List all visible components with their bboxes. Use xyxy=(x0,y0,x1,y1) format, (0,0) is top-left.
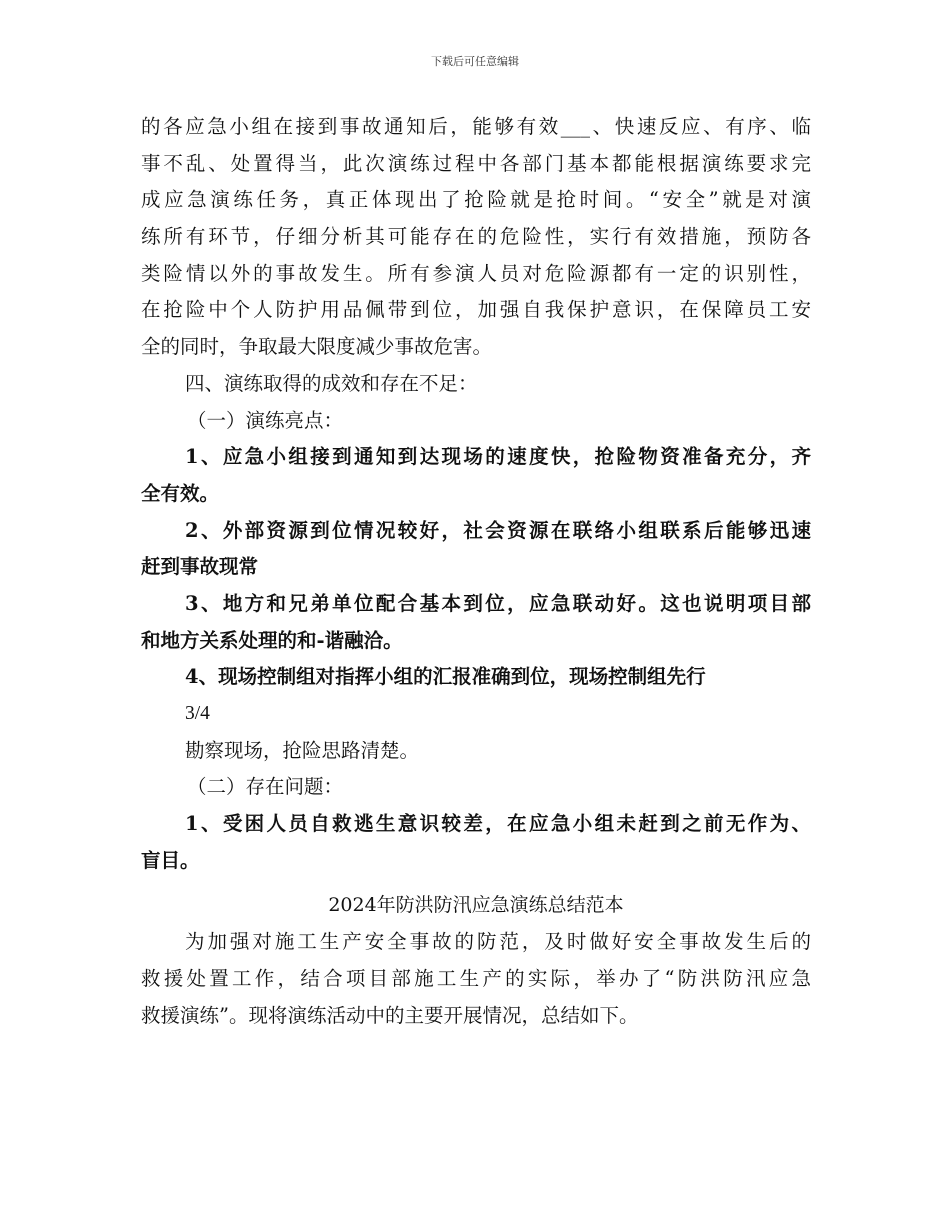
document-title: 2024年防洪防汛应急演练总结范本 xyxy=(328,894,624,917)
list-item: 1、受困人员自救逃生意识较差，在应急小组未赶到之前无作为、 xyxy=(185,812,811,836)
subsection-heading: （二）存在问题： xyxy=(187,775,344,799)
paragraph-line: 救援处置工作，结合项目部施工生产的实际，举办了“防洪防汛应急 xyxy=(141,966,811,990)
list-item: 4、现场控制组对指挥小组的汇报准确到位，现场控制组先行 xyxy=(185,665,706,689)
paragraph-line: 为加强对施工生产安全事故的防范，及时做好安全事故发生后的 xyxy=(185,930,811,954)
page-number: 3/4 xyxy=(185,703,210,724)
list-item: 2、外部资源到位情况较好，社会资源在联络小组联系后能够迅速 xyxy=(185,518,811,542)
list-item: 1、应急小组接到通知到达现场的速度快，抢险物资准备充分，齐 xyxy=(185,445,811,469)
list-item-continuation: 全有效。 xyxy=(141,481,220,505)
section-heading: 四、演练取得的成效和存在不足： xyxy=(185,371,478,395)
page-header: 下载后可任意编辑 xyxy=(431,55,519,68)
paragraph-line: 全的同时，争取最大限度减少事故危害。 xyxy=(141,335,493,359)
list-item: 3、地方和兄弟单位配合基本到位，应急联动好。这也说明项目部 xyxy=(185,591,811,615)
list-item-continuation: 和地方关系处理的和-谐融洽。 xyxy=(141,628,403,652)
paragraph-line: 勘察现场，抢险思路清楚。 xyxy=(185,738,420,762)
list-item-continuation: 赶到事故现常 xyxy=(141,555,259,579)
subsection-heading: （一）演练亮点： xyxy=(187,408,344,432)
list-item-continuation: 盲目。 xyxy=(141,848,200,872)
paragraph-line: 成应急演练任务，真正体现出了抢险就是抢时间。“安全”就是对演 xyxy=(141,188,811,212)
paragraph-line: 救援演练”。现将演练活动中的主要开展情况，总结如下。 xyxy=(141,1003,639,1027)
paragraph-line: 练所有环节，仔细分析其可能存在的危险性，实行有效措施，预防各 xyxy=(141,225,811,249)
paragraph-line: 在抢险中个人防护用品佩带到位，加强自我保护意识，在保障员工安 xyxy=(141,298,811,322)
paragraph-line: 的各应急小组在接到事故通知后，能够有效___、快速反应、有序、临 xyxy=(141,115,811,138)
paragraph-line: 类险情以外的事故发生。所有参演人员对危险源都有一定的识别性， xyxy=(141,261,811,285)
paragraph-line: 事不乱、处置得当，此次演练过程中各部门基本都能根据演练要求完 xyxy=(141,151,811,175)
document-body xyxy=(141,109,811,1034)
